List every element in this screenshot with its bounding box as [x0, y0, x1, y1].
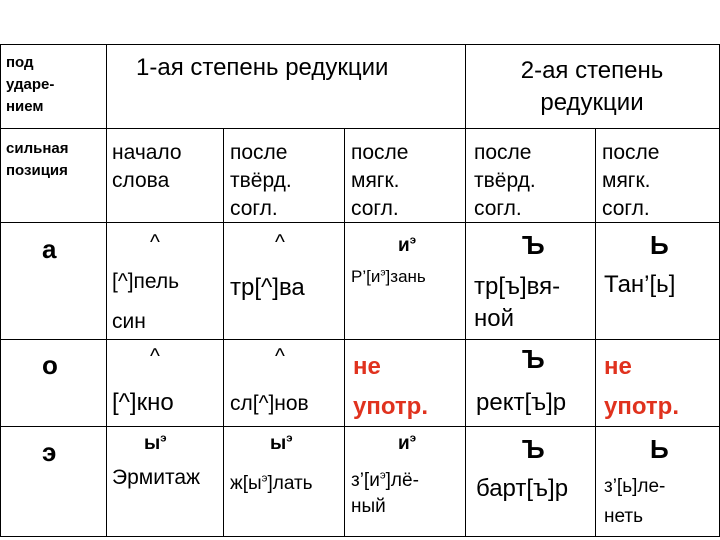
- border-row3: [0, 339, 720, 340]
- row-a-hard1-sym: ^: [275, 231, 285, 254]
- col-after-soft-1: после мягк. согл.: [351, 141, 409, 220]
- row-o-hard1-sym: ^: [275, 345, 285, 368]
- vowel-a: а: [42, 234, 57, 264]
- border-col3: [344, 128, 345, 536]
- border-col5: [595, 128, 596, 536]
- row-o-hard2-sym: Ъ: [522, 344, 545, 374]
- vowel-e: э: [42, 437, 57, 467]
- row-a-soft2-sym: Ь: [650, 230, 669, 260]
- header-stressed: под ударе- нием: [6, 54, 55, 115]
- row-a-hard1-ex: тр[^]ва: [230, 274, 305, 301]
- row-o-start-ex: [^]кно: [112, 389, 174, 416]
- border-col1: [106, 44, 107, 536]
- strong-position-label: сильная позиция: [6, 140, 69, 179]
- row-a-soft1-sup: э: [409, 234, 416, 247]
- row-e-hard2-ex: барт[ъ]р: [476, 475, 569, 502]
- row-a-start-ex: [^]пель син: [112, 270, 180, 333]
- row-e-hard1-ex: $ж[ы^э]лать$: [230, 472, 313, 494]
- row-e-start-sym: $ы^э$: [144, 432, 167, 454]
- border-col2: [223, 128, 224, 536]
- row-a-soft1-ex: $Р’[и^э]зань$: [351, 267, 426, 286]
- row-o-soft2-note: не употр.: [604, 353, 679, 420]
- row-a-hard2-sym: Ъ: [522, 230, 545, 260]
- header-second-degree: 2-ая степень редукции: [520, 57, 664, 116]
- row-e-soft2-sym: Ь: [650, 434, 669, 464]
- border-top: [0, 44, 720, 45]
- border-bottom: [0, 536, 720, 537]
- row-e-hard2-sym: Ъ: [522, 434, 545, 464]
- border-row1: [0, 128, 720, 129]
- border-left: [0, 44, 1, 536]
- row-a-soft1-sym: $и^э$: [398, 234, 416, 256]
- row-a-hard2-ex: тр[ъ]вя- ной: [474, 273, 561, 332]
- row-e-soft1-sym: $и^э$: [398, 432, 416, 454]
- row-e-start-ex: Эрмитаж: [112, 466, 201, 489]
- header-first-degree: 1-ая степень редукции: [136, 54, 389, 81]
- row-o-hard2-ex: рект[ъ]р: [476, 389, 567, 416]
- row-e-soft1-ex: $з’[и^э]лё-$ ный: [351, 469, 419, 517]
- col-word-start: начало слова: [112, 141, 182, 192]
- col-after-soft-2: после мягк. согл.: [602, 141, 660, 220]
- col-after-hard-1: после твёрд. согл.: [230, 141, 292, 220]
- row-o-soft1-note: не употр.: [353, 353, 428, 420]
- row-a-soft2-ex: Тан’[ь]: [604, 271, 676, 298]
- row-o-start-sym: ^: [150, 345, 160, 368]
- vowel-o: о: [42, 350, 58, 380]
- row-e-soft2-ex: з’[ь]ле- неть: [604, 476, 666, 527]
- row-e-hard1-sym: $ы^э$: [270, 432, 293, 454]
- row-o-hard1-ex: сл[^]нов: [230, 392, 309, 415]
- row-a-start-sym: ^: [150, 231, 160, 254]
- col-after-hard-2: после твёрд. согл.: [474, 141, 536, 220]
